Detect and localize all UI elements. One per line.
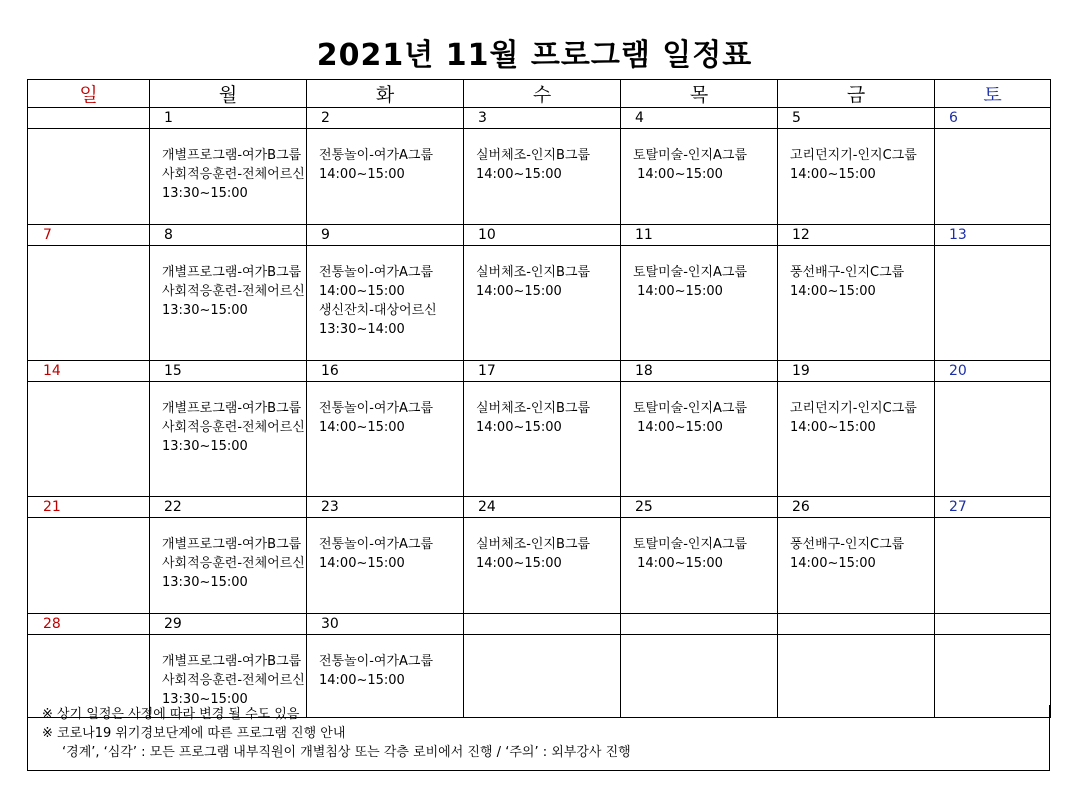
date-row <box>28 497 1051 518</box>
day-events-cell <box>778 246 935 361</box>
event-line: 개별프로그램-여가B그룹 <box>162 265 302 280</box>
event-line: 14:00~15:00 <box>476 420 562 435</box>
event-line: 14:00~15:00 <box>319 673 405 688</box>
event-line: 14:00~15:00 <box>319 284 405 299</box>
event-line: 14:00~15:00 <box>633 556 723 571</box>
date-number: 9 <box>307 225 464 246</box>
event-line: 전통놀이-여가A그룹 <box>319 148 434 163</box>
date-number: 20 <box>935 361 1051 382</box>
date-number: 29 <box>150 614 307 635</box>
event-line: 전통놀이-여가A그룹 <box>319 265 434 280</box>
event-line: 14:00~15:00 <box>633 284 723 299</box>
day-events-cell <box>150 246 307 361</box>
event-line: 실버체조-인지B그룹 <box>476 265 591 280</box>
date-number: 28 <box>28 614 150 635</box>
date-row <box>28 108 1051 129</box>
note-line: ※ 코로나19 위기경보단계에 따른 프로그램 진행 안내 <box>42 726 346 741</box>
day-events-cell <box>28 246 150 361</box>
event-line: 사회적응훈련-전체어르신 <box>162 284 305 299</box>
event-line: 토탈미술-인지A그룹 <box>633 265 748 280</box>
weekday-fri: 금 <box>778 80 935 108</box>
event-line: 14:00~15:00 <box>319 556 405 571</box>
date-number <box>464 614 621 635</box>
date-number: 6 <box>935 108 1051 129</box>
date-number: 13 <box>935 225 1051 246</box>
event-line: 사회적응훈련-전체어르신 <box>162 420 305 435</box>
event-line: 전통놀이-여가A그룹 <box>319 537 434 552</box>
weekday-sun: 일 <box>28 80 150 108</box>
date-number: 21 <box>28 497 150 518</box>
date-number: 10 <box>464 225 621 246</box>
day-events-cell <box>307 246 464 361</box>
date-number: 1 <box>150 108 307 129</box>
weekday-thu: 목 <box>621 80 778 108</box>
date-number <box>28 108 150 129</box>
date-number: 2 <box>307 108 464 129</box>
day-events-cell <box>621 518 778 614</box>
day-events-cell <box>935 382 1051 497</box>
event-line: 사회적응훈련-전체어르신 <box>162 167 305 182</box>
date-number: 23 <box>307 497 464 518</box>
event-line: 풍선배구-인지C그룹 <box>790 537 905 552</box>
note-line: ※ 상기 일정은 사정에 따라 변경 될 수도 있음 <box>42 707 300 722</box>
event-line: 13:30~14:00 <box>319 322 405 337</box>
date-number: 27 <box>935 497 1051 518</box>
date-number: 11 <box>621 225 778 246</box>
event-line: 실버체조-인지B그룹 <box>476 401 591 416</box>
event-line: 13:30~15:00 <box>162 575 248 590</box>
event-line: 14:00~15:00 <box>790 284 876 299</box>
day-events-cell <box>621 246 778 361</box>
date-number: 5 <box>778 108 935 129</box>
date-row <box>28 614 1051 635</box>
event-line: 13:30~15:00 <box>162 186 248 201</box>
events-row <box>28 382 1051 497</box>
event-line: 개별프로그램-여가B그룹 <box>162 401 302 416</box>
event-line: 고리던지기-인지C그룹 <box>790 401 917 416</box>
event-line: 14:00~15:00 <box>319 167 405 182</box>
event-line: 사회적응훈련-전체어르신 <box>162 556 305 571</box>
weekday-sat: 토 <box>935 80 1051 108</box>
day-events-cell <box>28 382 150 497</box>
events-row <box>28 129 1051 225</box>
date-number: 30 <box>307 614 464 635</box>
date-number: 24 <box>464 497 621 518</box>
day-events-cell <box>28 129 150 225</box>
date-number: 3 <box>464 108 621 129</box>
note-line: ‘경계’, ‘심각’ : 모든 프로그램 내부직원이 개별침상 또는 각층 로비에서 진행 / ‘주의’ : 외부강사 진행 <box>62 745 631 760</box>
event-line: 개별프로그램-여가B그룹 <box>162 148 302 163</box>
event-line: 14:00~15:00 <box>476 556 562 571</box>
day-events-cell <box>307 518 464 614</box>
notes-box <box>27 705 1050 771</box>
day-events-cell <box>307 129 464 225</box>
date-number: 26 <box>778 497 935 518</box>
weekday-tue: 화 <box>307 80 464 108</box>
event-line: 13:30~15:00 <box>162 439 248 454</box>
event-line: 고리던지기-인지C그룹 <box>790 148 917 163</box>
events-row <box>28 518 1051 614</box>
event-line: 개별프로그램-여가B그룹 <box>162 654 302 669</box>
event-line: 14:00~15:00 <box>790 420 876 435</box>
day-events-cell <box>150 518 307 614</box>
event-line: 전통놀이-여가A그룹 <box>319 654 434 669</box>
weekday-mon: 월 <box>150 80 307 108</box>
event-line: 14:00~15:00 <box>633 167 723 182</box>
event-line: 토탈미술-인지A그룹 <box>633 148 748 163</box>
day-events-cell <box>935 518 1051 614</box>
event-line: 14:00~15:00 <box>790 167 876 182</box>
day-events-cell <box>464 129 621 225</box>
event-line: 14:00~15:00 <box>476 284 562 299</box>
event-line: 14:00~15:00 <box>476 167 562 182</box>
event-line: 사회적응훈련-전체어르신 <box>162 673 305 688</box>
day-events-cell <box>464 518 621 614</box>
day-events-cell <box>307 382 464 497</box>
day-events-cell <box>935 246 1051 361</box>
date-number <box>778 614 935 635</box>
event-line: 14:00~15:00 <box>633 420 723 435</box>
date-row <box>28 361 1051 382</box>
day-events-cell <box>621 382 778 497</box>
day-events-cell <box>464 246 621 361</box>
day-events-cell <box>150 382 307 497</box>
event-line: 실버체조-인지B그룹 <box>476 148 591 163</box>
event-line: 개별프로그램-여가B그룹 <box>162 537 302 552</box>
events-row <box>28 246 1051 361</box>
page-title: 2021년 11월 프로그램 일정표 <box>316 38 753 73</box>
event-line: 13:30~15:00 <box>162 303 248 318</box>
event-line: 풍선배구-인지C그룹 <box>790 265 905 280</box>
day-events-cell <box>621 129 778 225</box>
event-line: 실버체조-인지B그룹 <box>476 537 591 552</box>
event-line: 토탈미술-인지A그룹 <box>633 401 748 416</box>
date-number: 12 <box>778 225 935 246</box>
event-line: 13:30~15:00 <box>162 692 248 707</box>
date-number: 16 <box>307 361 464 382</box>
date-number: 15 <box>150 361 307 382</box>
weekday-header-row <box>28 80 1051 108</box>
day-events-cell <box>778 129 935 225</box>
day-events-cell <box>28 518 150 614</box>
event-line: 전통놀이-여가A그룹 <box>319 401 434 416</box>
date-number: 25 <box>621 497 778 518</box>
day-events-cell <box>935 129 1051 225</box>
date-number: 4 <box>621 108 778 129</box>
event-line: 생신잔치-대상어르신 <box>319 303 437 318</box>
day-events-cell <box>778 382 935 497</box>
date-number: 17 <box>464 361 621 382</box>
event-line: 토탈미술-인지A그룹 <box>633 537 748 552</box>
date-number: 7 <box>28 225 150 246</box>
schedule-calendar <box>27 79 1051 718</box>
day-events-cell <box>778 518 935 614</box>
event-line: 14:00~15:00 <box>790 556 876 571</box>
date-number <box>621 614 778 635</box>
date-number: 14 <box>28 361 150 382</box>
date-number: 8 <box>150 225 307 246</box>
date-number: 19 <box>778 361 935 382</box>
date-row <box>28 225 1051 246</box>
day-events-cell <box>464 382 621 497</box>
date-number <box>935 614 1051 635</box>
event-line: 14:00~15:00 <box>319 420 405 435</box>
date-number: 18 <box>621 361 778 382</box>
weekday-wed: 수 <box>464 80 621 108</box>
date-number: 22 <box>150 497 307 518</box>
day-events-cell <box>150 129 307 225</box>
